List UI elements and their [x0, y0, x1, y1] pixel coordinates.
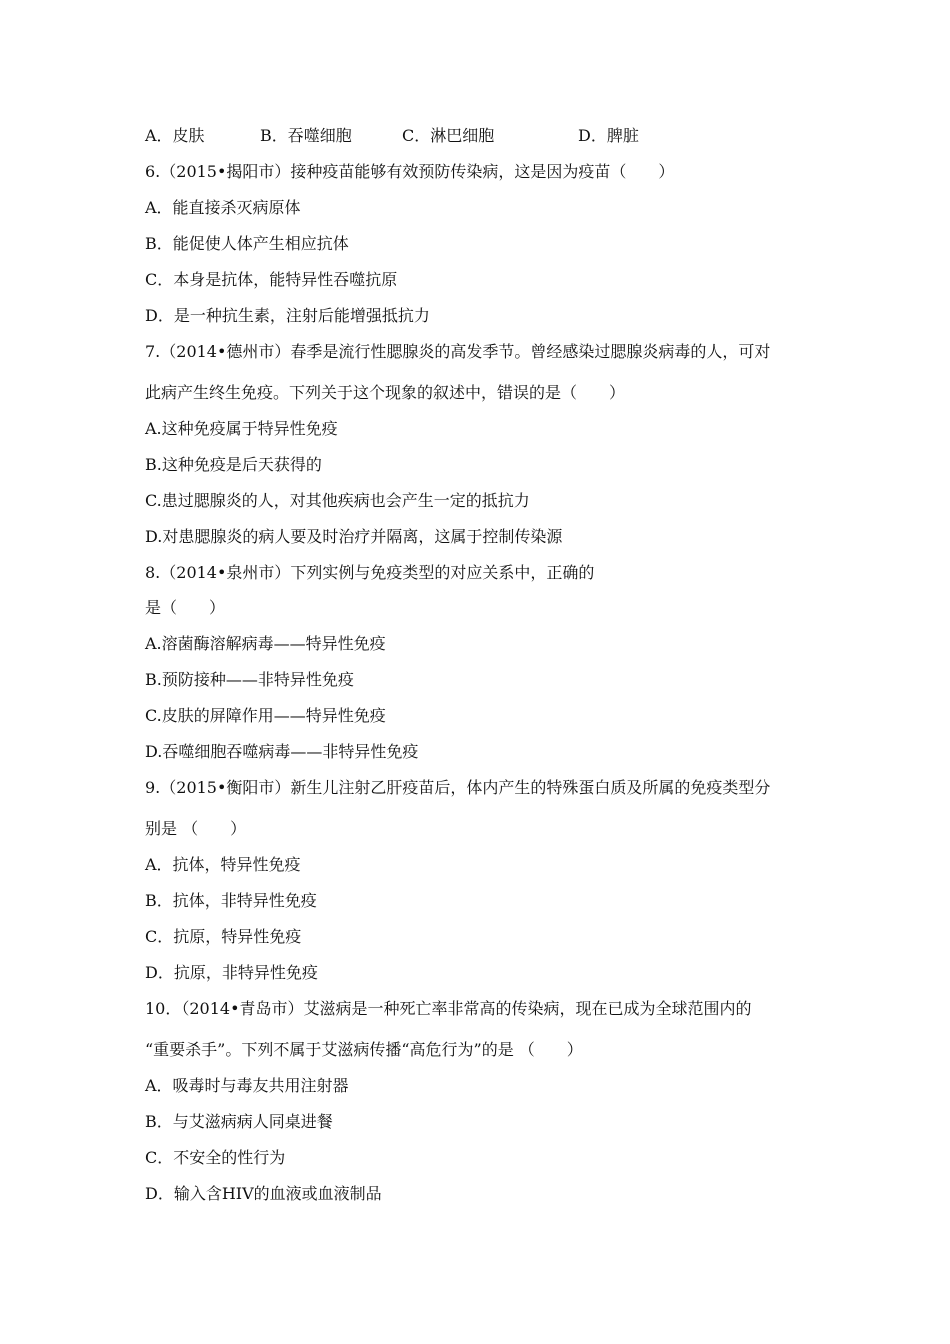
q8-option-d: D.吞噬细胞吞噬病毒——非特异性免疫 [145, 742, 419, 761]
q7-option-a: A.这种免疫属于特异性免疫 [145, 419, 338, 438]
q5-option-b: B．吞噬细胞 [260, 126, 352, 145]
q9-stem-line2: 别是 （ ） [145, 819, 247, 838]
q7-stem-line2: 此病产生终生免疫。下列关于这个现象的叙述中，错误的是（ ） [145, 383, 626, 402]
q8-stem-line1: 8.（2014•泉州市）下列实例与免疫类型的对应关系中，正确的 [145, 563, 595, 582]
q10-option-a: A．吸毒时与毒友共用注射器 [145, 1076, 349, 1095]
q10-option-d: D．输入含HIV的血液或血液制品 [145, 1184, 382, 1203]
q5-options-row [0, 126, 950, 146]
q6-option-a: A．能直接杀灭病原体 [145, 198, 301, 217]
q6-option-c: C．本身是抗体，能特异性吞噬抗原 [145, 270, 398, 289]
q8-stem-line2: 是（ ） [145, 598, 226, 617]
q7-option-c: C.患过腮腺炎的人，对其他疾病也会产生一定的抵抗力 [145, 491, 530, 510]
q9-option-d: D．抗原，非特异性免疫 [145, 963, 318, 982]
q8-option-b: B.预防接种——非特异性免疫 [145, 670, 354, 689]
q7-stem-line1: 7.（2014•德州市）春季是流行性腮腺炎的高发季节。曾经感染过腮腺炎病毒的人，可对 [145, 342, 771, 361]
q9-option-b: B．抗体，非特异性免疫 [145, 891, 317, 910]
q10-option-c: C．不安全的性行为 [145, 1148, 286, 1167]
q9-stem-line1: 9.（2015•衡阳市）新生儿注射乙肝疫苗后，体内产生的特殊蛋白质及所属的免疫类型分 [145, 778, 771, 797]
q9-option-a: A．抗体，特异性免疫 [145, 855, 301, 874]
q10-stem-line2: “重要杀手”。下列不属于艾滋病传播“高危行为”的是 （ ） [145, 1040, 583, 1059]
q5-option-a: A．皮肤 [145, 126, 205, 145]
q8-option-c: C.皮肤的屏障作用——特异性免疫 [145, 706, 386, 725]
q6-stem: 6.（2015•揭阳市）接种疫苗能够有效预防传染病，这是因为疫苗（ ） [145, 162, 675, 181]
q10-stem-line1: 10．（2014•青岛市）艾滋病是一种死亡率非常高的传染病，现在已成为全球范围内的 [145, 999, 752, 1018]
q6-option-d: D．是一种抗生素，注射后能增强抵抗力 [145, 306, 430, 325]
q8-option-a: A.溶菌酶溶解病毒——特异性免疫 [145, 634, 386, 653]
q7-option-b: B.这种免疫是后天获得的 [145, 455, 322, 474]
q6-option-b: B．能促使人体产生相应抗体 [145, 234, 349, 253]
q10-option-b: B．与艾滋病病人同桌进餐 [145, 1112, 333, 1131]
q7-option-d: D.对患腮腺炎的病人要及时治疗并隔离，这属于控制传染源 [145, 527, 563, 546]
q9-option-c: C．抗原，特异性免疫 [145, 927, 302, 946]
q5-option-d: D．脾脏 [578, 126, 639, 145]
q5-option-c: C．淋巴细胞 [402, 126, 495, 145]
